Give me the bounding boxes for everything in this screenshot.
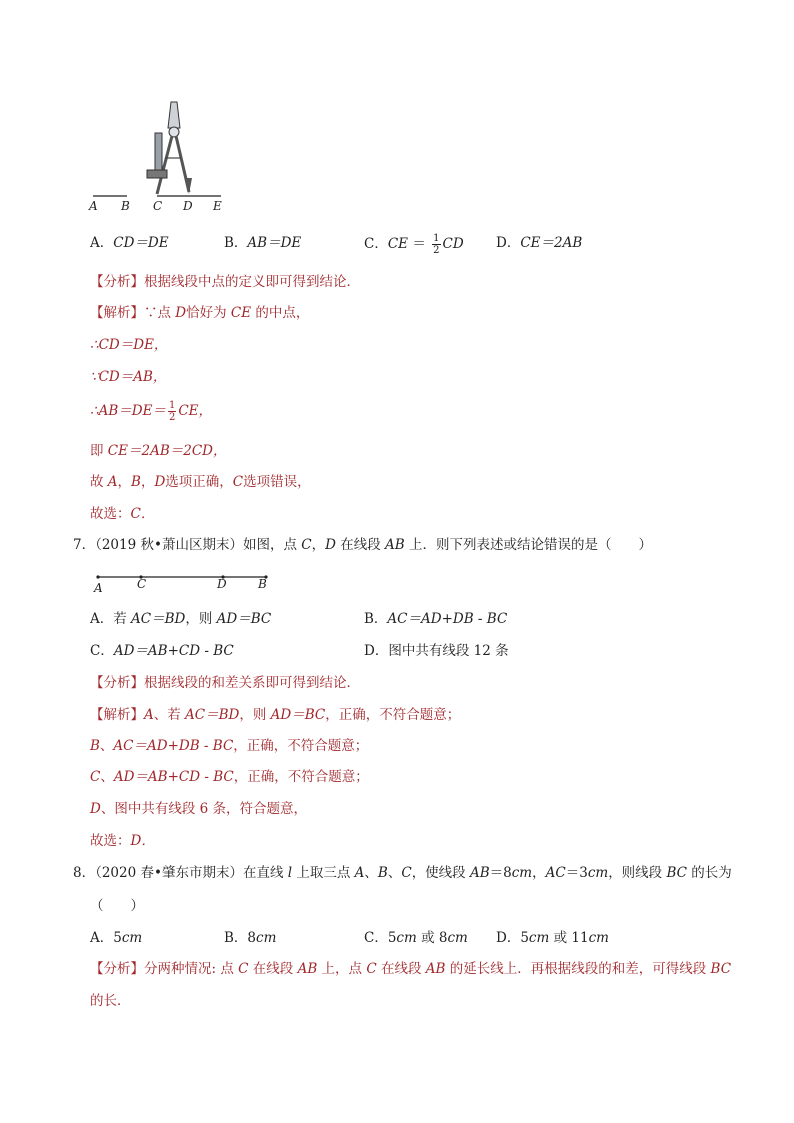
- q7-option-b: B．AC＝AD+DB - BC: [364, 611, 508, 627]
- q6-solution-2: ∴CD＝DE，: [90, 337, 168, 353]
- q7-stem: 7．（2019 秋•萧山区期末）如图，点 C，D 在线段 AB 上．则下列表述或结论错误的是（ ）: [73, 537, 652, 553]
- q8-stem-paren: （ ）: [90, 898, 144, 914]
- q6-solution-7: 故选：C．: [90, 506, 155, 522]
- q6-solution-6: 故 A，B，D选项正确，C选项错误，: [90, 474, 311, 490]
- segment-figure: [90, 568, 280, 598]
- q7-solution-2: B、AC＝AD+DB - BC，正确，不符合题意；: [90, 738, 369, 754]
- q8-analysis: 【分析】分两种情况: 点 C 在线段 AB 上，点 C 在线段 AB 的延长线上．再根据线段的和差，可得线段 BC: [90, 961, 732, 977]
- q7-option-a: A．若 AC＝BD，则 AD＝BC: [90, 611, 272, 627]
- q6-option-b: B．AB＝DE: [224, 235, 302, 251]
- label-c: C: [137, 577, 147, 591]
- label-a: A: [94, 581, 103, 595]
- q6-option-d: D．CE＝2AB: [496, 235, 583, 251]
- q6-solution-1: 【解析】∵点 D恰好为 CE 的中点，: [90, 305, 310, 321]
- q6-analysis: 【分析】根据线段中点的定义即可得到结论．: [90, 274, 360, 290]
- point-a: [96, 575, 99, 578]
- q6-option-a: A．CD＝DE: [90, 235, 169, 251]
- label-d: D: [217, 577, 227, 591]
- label-c: C: [153, 199, 163, 213]
- q8-option-a: A．5cm: [90, 930, 143, 946]
- q7-analysis: 【分析】根据线段的和差关系即可得到结论．: [90, 675, 360, 691]
- q6-solution-4: ∴AB＝DE＝ $\frac{1}{2}$ CE，: [90, 400, 212, 423]
- label-b: B: [258, 577, 267, 591]
- label-e: E: [213, 199, 222, 213]
- q7-solution-1: 【解析】A、若 AC＝BD，则 AD＝BC，正确，不符合题意；: [90, 707, 461, 723]
- q7-solution-3: C、AD＝AB+CD - BC，正确，不符合题意；: [90, 769, 369, 785]
- q8-stem: 8．（2020 春•肇东市期末）在直线 l 上取三点 A、B、C，使线段 AB＝8cm，AC＝3cm，则线段 BC 的长为: [73, 865, 732, 881]
- q7-solution-5: 故选：D．: [90, 833, 155, 849]
- compass-figure: [85, 98, 235, 216]
- label-b: B: [121, 199, 130, 213]
- q8-option-b: B．8cm: [224, 930, 277, 946]
- label-d: D: [183, 199, 193, 213]
- q6-solution-5: 即 CE＝2AB＝2CD，: [90, 443, 227, 459]
- label-a: A: [89, 199, 98, 213]
- q8-option-c: C．5cm 或 8cm: [364, 930, 468, 946]
- q7-solution-4: D、图中共有线段 6 条，符合题意，: [90, 801, 307, 817]
- q8-option-d: D．5cm 或 11cm: [496, 930, 609, 946]
- q6-solution-3: ∵CD＝AB，: [90, 369, 167, 385]
- q7-option-d: D．图中共有线段 12 条: [364, 643, 509, 659]
- compass-icon: [147, 102, 192, 194]
- q6-option-c: C．CE ＝ $\frac{1}{2}$ CD: [364, 233, 464, 256]
- q8-analysis-2: 的长．: [90, 993, 131, 1009]
- q7-option-c: C．AD＝AB+CD - BC: [90, 643, 234, 659]
